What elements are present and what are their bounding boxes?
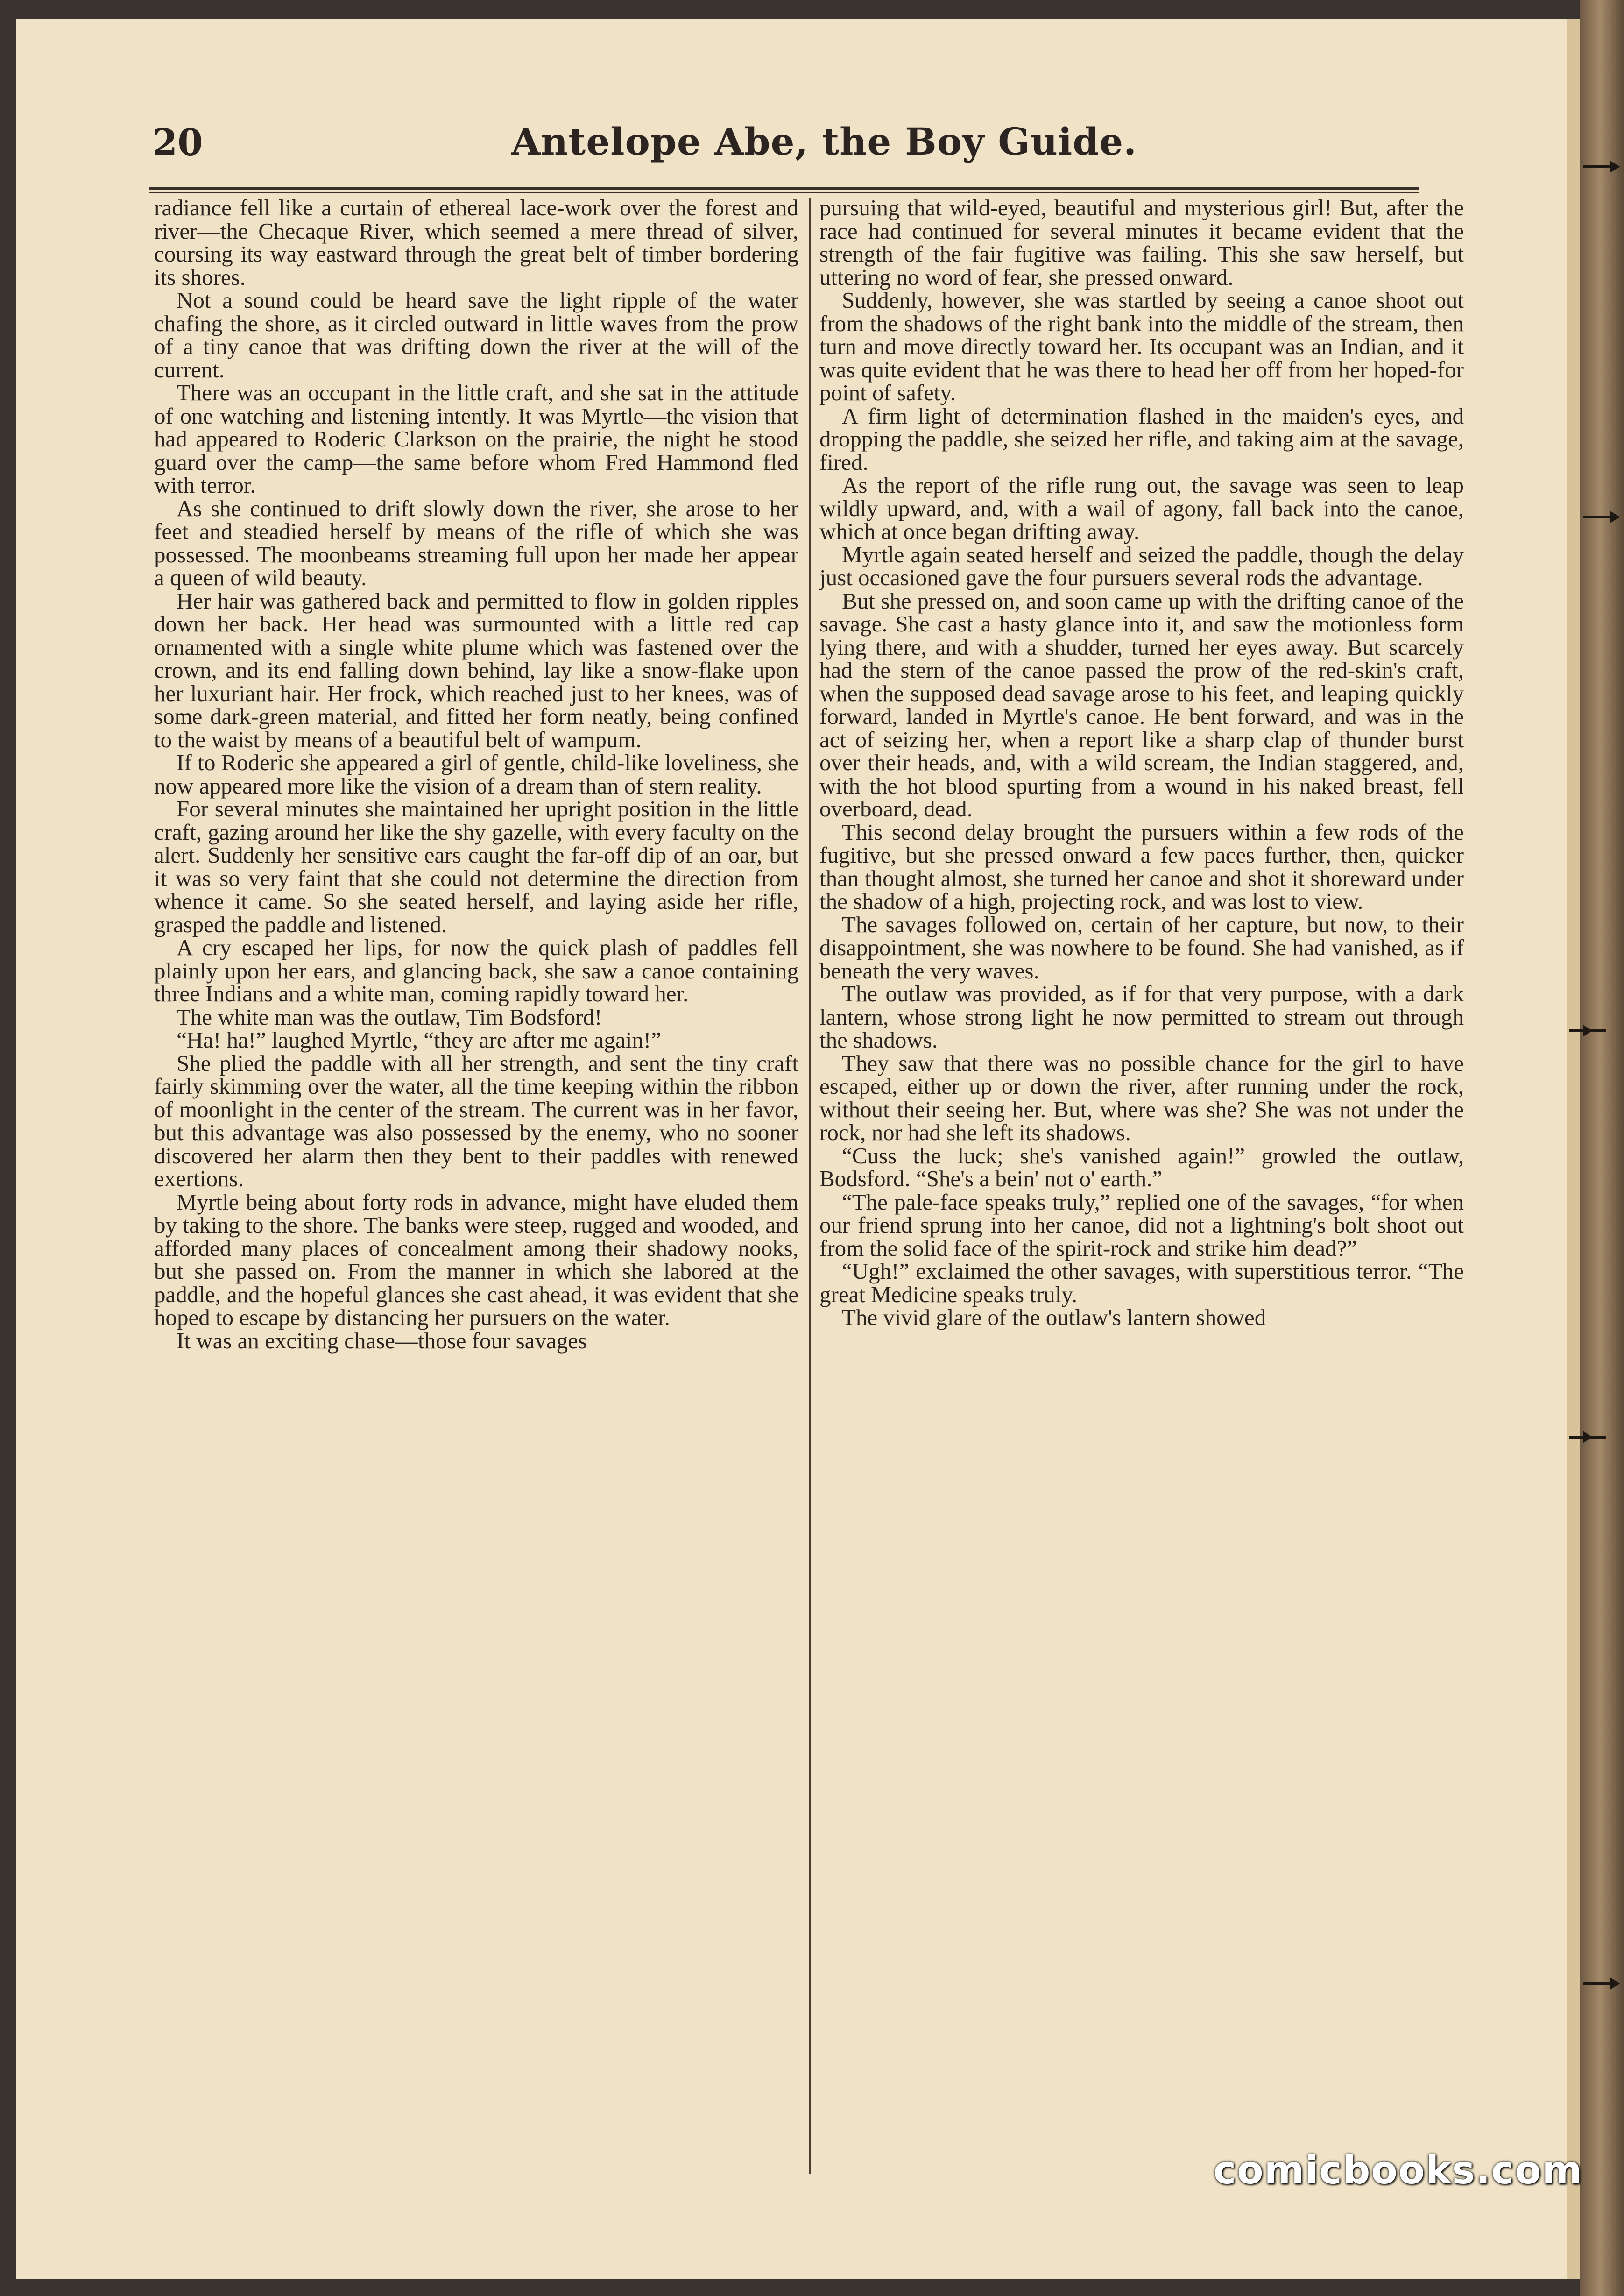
paragraph: Myrtle being about forty rods in advance, might have eluded them by taking to the shore. The banks were steep, rugged and wooded, and afforded many places of concealment among their shadowy nooks, but she passed on. From the manner in which she labored at the paddle, and the hopeful glances she cast ahead, it was evident that she hoped to escape by distancing her pursuers on the water.: [154, 1189, 798, 1330]
paragraph: “The pale-face speaks truly,” replied one of the savages, “for when our friend sprung into her canoe, did not a lightning's bolt shoot out from the solid face of the spirit-rock and strike him dead?”: [819, 1189, 1464, 1261]
paragraph: Her hair was gathered back and permitted to flow in golden ripples down her back. Her head was surmounted with a little red cap ornamented with a single white plume which was fastened over the crown, and its end falling down behind, lay like a snow-flake upon her luxuriant hair. Her frock, which reached just to her knees, was of some dark-green material, and fitted her form neatly, being confined to the waist by means of a beautiful belt of wampum.: [154, 588, 798, 752]
header-rule-thin: [149, 192, 1419, 193]
paragraph: “Ha! ha!” laughed Myrtle, “they are after me again!”: [177, 1027, 661, 1053]
binding-staple-icon: [1583, 509, 1620, 525]
paragraph: pursuing that wild-eyed, beautiful and mysterious girl! But, after the race had continued for several minutes it became evident that the strength of the fair fugitive was failing. This she saw herself, but uttering no word of fear, she pressed onward.: [819, 195, 1464, 290]
paragraph: “Cuss the luck; she's vanished again!” growled the outlaw, Bodsford. “She's a bein' not o' earth.”: [819, 1142, 1464, 1191]
header-rule: [149, 187, 1419, 190]
paragraph: Not a sound could be heard save the light ripple of the water chafing the shore, as it circled outward in little waves from the prow of a tiny canoe that was drifting down the river at the will of the current.: [154, 287, 798, 383]
paragraph: There was an occupant in the little craft, and she sat in the attitude of one watching and listening intently. It was Myrtle—the vision that had appeared to Roderic Clarkson on the prairie, the night he stood guard over the camp—the same before whom Fred Hammond fled with terror.: [154, 380, 798, 498]
paragraph: A firm light of determination flashed in the maiden's eyes, and dropping the paddle, she seized her rifle, and taking aim at the savage, fired.: [819, 403, 1464, 475]
paragraph: The white man was the outlaw, Tim Bodsford!: [177, 1004, 602, 1030]
paragraph: It was an exciting chase—those four savages: [177, 1327, 587, 1354]
paragraph: The outlaw was provided, as if for that very purpose, with a dark lantern, whose strong light he now permitted to stream out through the shadows.: [819, 981, 1464, 1053]
binding-staple-icon: [1569, 1023, 1606, 1039]
left-column: [154, 196, 798, 2176]
paragraph: Myrtle again seated herself and seized the paddle, though the delay just occasioned gave the four pursuers several rods the advantage.: [819, 541, 1464, 590]
paragraph: radiance fell like a curtain of ethereal lace-work over the forest and river—the Checaque River, which seemed a mere thread of silver, coursing its way eastward through the great belt of timber bordering its shores.: [154, 195, 798, 290]
paragraph: A cry escaped her lips, for now the quick plash of paddles fell plainly upon her ears, and glancing back, she saw a canoe containing three Indians and a white man, coming rapidly toward her.: [154, 935, 798, 1006]
running-title: Antelope Abe, the Boy Guide.: [511, 120, 1137, 163]
page-number: 20: [152, 121, 203, 164]
paragraph: For several minutes she maintained her upright position in the little craft, gazing around her like the shy gazelle, with every faculty on the alert. Suddenly her sensitive ears caught the far-off dip of an oar, but it was so very faint that she could not determine the direction from whence it came. So she seated herself, and laying aside her rifle, grasped the paddle and listened.: [154, 796, 798, 937]
paragraph: She plied the paddle with all her strength, and sent the tiny craft fairly skimming over the water, all the time keeping within the ribbon of moonlight in the center of the stream. The current was in her favor, but this advantage was also possessed by the enemy, who no sooner discovered her alarm then they bent to their paddles with renewed exertions.: [154, 1050, 798, 1191]
column-divider: [809, 198, 811, 2174]
paragraph: As she continued to drift slowly down the river, she arose to her feet and steadied herself by means of the rifle of which she was possessed. The moonbeams streaming full upon her made her appear a queen of wild beauty.: [154, 495, 798, 590]
book-spine: [1580, 0, 1624, 2296]
paragraph: As the report of the rifle rung out, the savage was seen to leap wildly upward, and, with a wail of agony, fall back into the canoe, which at once began drifting away.: [819, 472, 1464, 544]
paragraph: “Ugh!” exclaimed the other savages, with superstitious terror. “The great Medicine speaks truly.: [819, 1258, 1464, 1307]
right-column: [819, 196, 1464, 2176]
paragraph: They saw that there was no possible chance for the girl to have escaped, either up or down the river, after running under the rock, without their seeing her. But, where was she? She was not under the rock, nor had she left its shadows.: [819, 1050, 1464, 1145]
site-watermark: comicbooks.com: [1213, 2148, 1583, 2193]
page-header: [135, 112, 1443, 168]
binding-staple-icon: [1583, 1976, 1620, 1991]
paragraph: This second delay brought the pursuers within a few rods of the fugitive, but she pressed onward a few paces further, then, quicker than thought almost, she turned her canoe and shot it shoreward under the shadow of a high, projecting rock, and was lost to view.: [819, 819, 1464, 914]
paragraph: If to Roderic she appeared a girl of gentle, child-like loveliness, she now appeared more like the vision of a dream than of stern reality.: [154, 750, 798, 799]
paragraph: The savages followed on, certain of her capture, but now, to their disappointment, she was nowhere to be found. She had vanished, as if beneath the very waves.: [819, 911, 1464, 984]
paragraph: But she pressed on, and soon came up with the drifting canoe of the savage. She cast a hasty glance into it, and saw the motionless form lying there, and with a shudder, turned her eyes away. But scarcely had the stern of the canoe passed the prow of the red-skin's craft, when the supposed dead savage arose to his feet, and leaping quickly forward, landed in Myrtle's canoe. He bent forward, and was in the act of seizing her, when a report like a sharp clap of thunder burst over their heads, and, with a wild scream, the Indian staggered, and, with the hot blood spurting from a wound in his naked breast, fell overboard, dead.: [819, 588, 1464, 822]
paragraph: The vivid glare of the outlaw's lantern showed: [842, 1304, 1266, 1330]
binding-staple-icon: [1583, 159, 1620, 175]
paragraph: Suddenly, however, she was startled by seeing a canoe shoot out from the shadows of the right bank into the middle of the stream, then turn and move directly toward her. Its occupant was an Indian, and it was quite evident that he was there to head her off from her hoped-for point of safety.: [819, 287, 1464, 405]
binding-staple-icon: [1569, 1429, 1606, 1445]
